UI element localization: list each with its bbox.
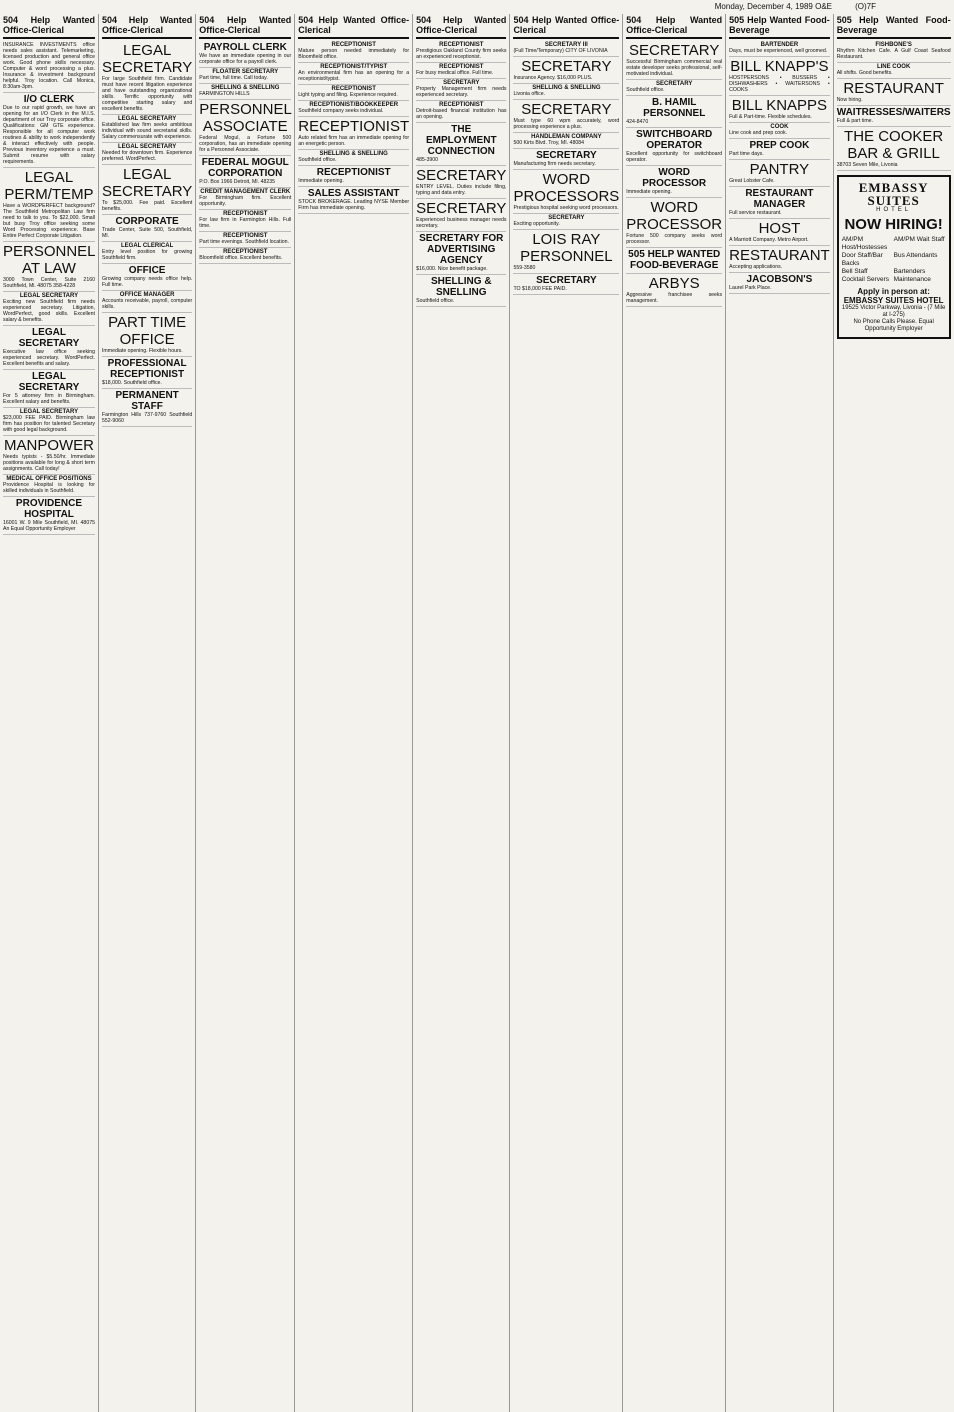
- classified-ad: [729, 273, 830, 294]
- ad-body: INSURANCE INVESTMENTS office needs sales assistant. Telemarketing, licensed production and general office work. Good phone skills necessary. Computer & word processing a plus. Insurance & investment background helpful. Troy location. Call Monica, 8:30am-3pm.: [3, 42, 95, 90]
- classified-ad: [626, 248, 722, 274]
- ad-headline: LEGAL CLERICAL: [121, 243, 174, 249]
- ad-headline: RECEPTIONIST: [223, 249, 268, 255]
- classified-ad: [729, 123, 830, 139]
- column-heading: 504 Help Wanted Office-Clerical: [513, 14, 619, 39]
- classified-column: [726, 14, 834, 1412]
- position-item: Maintenance: [893, 276, 931, 283]
- ad-headline: SHELLING & SNELLING: [431, 276, 492, 298]
- classified-ad: [3, 326, 95, 370]
- ad-body: Full & Part-time. Flexible schedules.: [729, 114, 812, 120]
- ad-headline: RECEPTIONIST: [223, 211, 268, 217]
- ad-headline: RESTAURANT MANAGER: [745, 188, 814, 210]
- classified-ad: [102, 41, 192, 115]
- ad-headline: LOIS RAY PERSONNEL: [520, 231, 613, 265]
- ad-body: For 5 attorney firm in Birmingham. Excellent salary and benefits.: [3, 393, 95, 405]
- classified-ad: [729, 139, 830, 160]
- ad-body: Southfield office.: [626, 87, 665, 93]
- ad-body: $16,000. Nice benefit package.: [416, 266, 488, 272]
- classified-ad: [513, 274, 619, 295]
- ad-body: Fortune 500 company seeks word processor.: [626, 233, 723, 245]
- ad-body: Property Management firm needs experienced secretary.: [416, 86, 507, 98]
- ad-body: We have an immediate opening in our corporate office for a payroll clerk.: [199, 53, 292, 65]
- position-item: AM/PM Host/Hostesses: [841, 236, 888, 251]
- classified-column: [623, 14, 726, 1412]
- ad-body: Great Lobster Cafe.: [729, 178, 775, 184]
- ad-body: For busy medical office. Full time.: [416, 70, 494, 76]
- classified-ad: [626, 128, 722, 166]
- ad-body: Must type 60 wpm accurately, word processing experience a plus.: [513, 118, 620, 130]
- position-item: Bell Staff: [841, 268, 868, 275]
- ad-headline: 505 HELP WANTED FOOD-BEVERAGE: [628, 249, 721, 271]
- ad-headline: SECRETARY: [521, 101, 612, 118]
- ad-headline: RECEPTIONIST: [439, 64, 484, 70]
- classified-ad: [626, 198, 722, 248]
- position-item: Door Staff/Bar Backs: [841, 252, 883, 267]
- ad-headline: PANTRY: [749, 161, 810, 178]
- ad-body: To $25,000. Fee paid. Excellent benefits.: [101, 200, 193, 212]
- ad-headline: PAYROLL CLERK: [203, 42, 287, 53]
- classified-ad: [626, 166, 722, 198]
- ad-headline: SECRETARY: [416, 167, 507, 184]
- ad-body: 500 Kirts Blvd. Troy, MI. 48084: [513, 140, 584, 146]
- classified-ad: [729, 160, 830, 187]
- ad-body: ENTRY LEVEL. Duties include filing, typing and data entry.: [416, 184, 507, 196]
- classified-ad: [199, 84, 291, 100]
- ad-headline: FLOATER SECRETARY: [212, 69, 279, 75]
- ad-body: P.O. Box 1966 Detroit, MI. 48235: [199, 179, 276, 185]
- ad-headline: BARTENDER: [760, 42, 799, 48]
- classified-ad: [513, 214, 619, 230]
- column-heading: 505 Help Wanted Food-Beverage: [729, 14, 830, 39]
- ad-body: Growing company needs office help. Full time.: [101, 276, 193, 288]
- ad-headline: LEGAL SECRETARY: [19, 293, 79, 299]
- classified-ad: [416, 41, 506, 63]
- ad-headline: MANPOWER: [3, 437, 94, 454]
- ad-body: TO $18,000 FEE PAID.: [513, 286, 567, 292]
- classified-ad: [3, 408, 95, 436]
- ad-body: Manufacturing firm needs secretary.: [513, 161, 596, 167]
- ad-headline: RECEPTIONIST/BOOKKEEPER: [309, 102, 399, 108]
- ad-body: Detroit-based financial institution has an opening.: [416, 108, 507, 120]
- ad-headline: LEGAL SECRETARY: [18, 327, 80, 349]
- classified-ad: [298, 117, 409, 150]
- classified-ad: [102, 357, 192, 389]
- classified-ad: [626, 96, 722, 128]
- ad-body: Full service restaurant.: [729, 210, 782, 216]
- ad-body: Part time days.: [729, 151, 764, 157]
- ad-body: Entry level position for growing Southfield firm.: [101, 249, 193, 261]
- ad-headline: MEDICAL OFFICE POSITIONS: [6, 476, 92, 482]
- ad-headline: SECRETARY: [416, 200, 507, 217]
- classified-ad: [102, 242, 192, 264]
- classified-ad: [626, 41, 722, 80]
- ad-body: Exciting opportunity.: [513, 221, 560, 227]
- ad-body: Prestigious Oakland County firm seeks an experienced receptionist.: [416, 48, 507, 60]
- classified-ad: [513, 149, 619, 170]
- ad-body: Bloomfield office. Excellent benefits.: [199, 255, 283, 261]
- ad-headline: SWITCHBOARD OPERATOR: [636, 129, 713, 151]
- ad-headline: RECEPTIONIST: [439, 102, 484, 108]
- ad-headline: JACOBSON'S: [746, 274, 813, 285]
- ad-headline: CORPORATE: [115, 216, 179, 227]
- classified-ad: [729, 246, 830, 273]
- ad-body: Light typing and filing. Experience required.: [298, 92, 398, 98]
- ad-headline: PERMANENT STAFF: [115, 390, 179, 412]
- classified-ad: [102, 165, 192, 215]
- ad-headline: RECEPTIONIST: [223, 233, 268, 239]
- ad-body: Providence Hospital is looking for skilled individuals in Southfield.: [3, 482, 95, 494]
- ad-headline: FEDERAL MOGUL CORPORATION: [201, 157, 289, 179]
- ad-headline: SECRETARY: [629, 42, 720, 59]
- ad-headline: HOST: [758, 220, 801, 237]
- column-heading: 504 Help Wanted Office-Clerical: [3, 14, 95, 39]
- classified-ad: [199, 156, 291, 188]
- ad-headline: SECRETARY III: [544, 42, 588, 48]
- classified-ad: [199, 68, 291, 84]
- ad-body: Mature person needed immediately for Bloomfield office.: [298, 48, 410, 60]
- classified-ad: [416, 199, 506, 232]
- classified-column: [834, 14, 954, 1412]
- ad-headline: PART TIME OFFICE: [108, 314, 187, 348]
- ad-headline: FISHBONE'S: [875, 42, 912, 48]
- ad-headline: RESTAURANT: [843, 80, 944, 97]
- classified-ad: [416, 166, 506, 199]
- classified-ad: [3, 168, 95, 242]
- classified-column: [295, 14, 413, 1412]
- ad-body: For Birmingham firm. Excellent opportunity.: [199, 195, 292, 207]
- position-item: AM/PM Wait Staff: [893, 236, 945, 243]
- classified-ad: [298, 150, 409, 166]
- ad-headline: ARBYS: [648, 275, 700, 292]
- classified-ad: [199, 232, 291, 248]
- classified-ad: [298, 101, 409, 117]
- ad-body: Insurance Agency. $16,000 PLUS.: [513, 75, 593, 81]
- ad-headline: LEGAL SECRETARY: [118, 144, 177, 150]
- ad-body: Southfield office.: [416, 298, 455, 304]
- classified-ad: [3, 292, 95, 326]
- classified-ad: [416, 101, 506, 123]
- ad-body: Immediate opening.: [626, 189, 672, 195]
- ad-headline: RECEPTIONIST: [331, 42, 376, 48]
- ad-headline: SHELLING & SNELLING: [319, 151, 388, 157]
- ad-body: Needs typists - $5.50/hr. Immediate positions available for long & short term assignments. Call today!: [3, 454, 95, 472]
- column-heading: 505 Help Wanted Food-Beverage: [837, 14, 951, 39]
- classified-ad: [513, 230, 619, 274]
- ad-headline: THE COOKER BAR & GRILL: [844, 128, 944, 162]
- ad-headline: PROVIDENCE HOSPITAL: [15, 498, 83, 520]
- classified-ad: [3, 475, 95, 497]
- ad-body: Due to our rapid growth, we have an opening for an I/O Clerk in the M.I.S. department of our Troy corporate office. Qualifications: GM GTE experience. Responsible for all computer work routines & ability to work independently & interact effectively with people. Previous inventory experience a must. Submit resume with salary requirements.: [3, 105, 95, 165]
- ad-body: FARMINGTON HILLS: [199, 91, 250, 97]
- ad-body: Laurel Park Place.: [729, 285, 772, 291]
- ad-body: Immediate opening. Flexible hours.: [101, 348, 183, 354]
- classified-column: [99, 14, 196, 1412]
- ad-headline: LEGAL SECRETARY: [101, 166, 193, 200]
- classified-ad: [102, 313, 192, 357]
- classified-ad: [102, 143, 192, 165]
- ad-headline: SECRETARY FOR ADVERTISING AGENCY: [419, 233, 504, 266]
- classified-ad: [102, 264, 192, 291]
- classified-ad: [513, 170, 619, 214]
- ad-body: Executive law office seeking experienced secretary. WordPerfect. Excellent benefits and salary.: [3, 349, 95, 367]
- ad-body: Exciting new Southfield firm needs experienced secretary. Litigation, WordPerfect, good skills. Excellent salary & benefits.: [3, 299, 95, 323]
- ad-body: Have a WORDPERFECT background? The Southfield Metropolitan Law firm need to talk to you. To $22,000. Small but busy Troy office seeking some Word Processing experience. Base Entire Perfect Corporate Litigation.: [3, 203, 95, 239]
- classified-ad: [513, 100, 619, 133]
- classified-column: [0, 14, 99, 1412]
- classified-ad: [298, 85, 409, 101]
- ad-headline: BILL KNAPP'S: [730, 58, 829, 75]
- page-header: [0, 0, 884, 14]
- classified-ad: [102, 115, 192, 143]
- classified-ad: [729, 96, 830, 123]
- ad-headline: LEGAL SECRETARY: [118, 116, 177, 122]
- ad-body: Southfield office.: [298, 157, 337, 163]
- classified-ad: [298, 187, 409, 214]
- ad-headline: RECEPTIONIST: [439, 42, 484, 48]
- classified-ad: [837, 127, 951, 171]
- note-line: No Phone Calls Please. Equal Opportunity Employer: [853, 319, 934, 332]
- ad-body: 485-3900: [416, 157, 439, 163]
- column-heading: 504 Help Wanted Office-Clerical: [626, 14, 722, 39]
- ad-body: Days, must be experienced, well groomed.: [729, 48, 828, 54]
- ad-body: Established law firm seeks ambitious individual with sound secretarial skills. Salary commensurate with experience.: [101, 122, 193, 140]
- ad-headline: LEGAL SECRETARY: [19, 409, 79, 415]
- ad-headline: PREP COOK: [749, 140, 810, 151]
- classified-ad: [102, 389, 192, 427]
- ad-headline: I/O CLERK: [23, 94, 75, 105]
- now-hiring-title: NOW HIRING!: [844, 216, 943, 233]
- ad-headline: SALES ASSISTANT: [307, 188, 400, 199]
- ad-body: $23,000 FEE PAID. Birmingham law firm has position for talented Secretary with good legal background.: [3, 415, 95, 433]
- classified-ad: [729, 219, 830, 246]
- classified-ad: [416, 79, 506, 101]
- ad-headline: SECRETARY: [521, 58, 612, 75]
- address-line: 19525 Victor Parkway, Livonia - (7 Mile at I-275): [841, 305, 946, 318]
- ad-body: Full & part time.: [836, 118, 874, 124]
- position-item: Cocktail Servers: [841, 276, 890, 283]
- classified-column: [510, 14, 623, 1412]
- ad-headline: OFFICE MANAGER: [119, 292, 175, 298]
- ad-headline: WORD PROCESSORS: [513, 171, 620, 205]
- ad-headline: RECEPTIONIST: [298, 118, 410, 135]
- ad-body: Southfield company seeks individual.: [298, 108, 384, 114]
- classified-ad: [416, 232, 506, 275]
- column-heading: 504 Help Wanted Office-Clerical: [298, 14, 409, 39]
- classified-ad: [837, 63, 951, 79]
- ad-body: Accepting applications.: [729, 264, 783, 270]
- ad-body: For law firm in Farmington Hills. Full time.: [199, 217, 292, 229]
- ad-headline: PROFESSIONAL RECEPTIONIST: [107, 358, 187, 380]
- ad-headline: COOK: [770, 124, 789, 130]
- classified-ad: [3, 497, 95, 535]
- ad-headline: SECRETARY: [656, 81, 693, 87]
- ad-headline: WORD PROCESSOR: [642, 167, 707, 189]
- ad-body: Successful Birmingham commercial real estate developer seeks professional, self-motivated individual.: [626, 59, 723, 77]
- ad-body: (Full Time/Temporary) CITY OF LIVONIA: [513, 48, 608, 54]
- ad-headline: WAITRESSES/WAITERS: [836, 107, 951, 118]
- ad-body: Line cook and prep cook.: [729, 130, 788, 136]
- ad-body: Experienced business manager needs secretary.: [416, 217, 507, 229]
- classified-ad: [3, 436, 95, 475]
- ad-body: A Marriott Company. Metro Airport.: [729, 237, 809, 243]
- classified-columns: [0, 14, 951, 1412]
- classified-ad: [102, 215, 192, 242]
- ad-headline: PERSONNEL AT LAW: [3, 243, 96, 277]
- ad-headline: LINE COOK: [876, 64, 911, 70]
- ad-headline: SECRETARY: [536, 150, 597, 161]
- classified-ad: [729, 41, 830, 57]
- classified-ad: [513, 41, 619, 57]
- classified-ad: [298, 63, 409, 85]
- ad-body: Needed for downtown firm. Experience preferred. WordPerfect.: [101, 150, 193, 162]
- embassy-brand: EMBASSY SUITES: [858, 180, 929, 208]
- ad-headline: OFFICE: [128, 265, 166, 276]
- page-date: Monday, December 4, 1989 O&E: [714, 2, 832, 11]
- ad-body: 3000 Town Center, Suite 2160 Southfield, Mi. 48075 358-4228: [3, 277, 95, 289]
- ad-headline: RESTAURANT: [729, 247, 830, 264]
- ad-body: Accounts receivable, payroll, computer skills.: [101, 298, 193, 310]
- ad-headline: SHELLING & SNELLING: [532, 85, 601, 91]
- ad-headline: RECEPTIONIST: [316, 167, 391, 178]
- ad-body: Immediate opening.: [298, 178, 344, 184]
- classified-ad: [729, 187, 830, 219]
- ad-body: $18,000. Southfield office.: [101, 380, 162, 386]
- classified-column: [413, 14, 510, 1412]
- ad-body: Aggressive franchisee seeks management.: [626, 292, 723, 304]
- classified-ad: [513, 84, 619, 100]
- classified-ad: [626, 80, 722, 96]
- ad-body: Farmington Hills 737-9760 Southfield 552-9060: [101, 412, 193, 424]
- classified-ad: [626, 274, 722, 307]
- classified-ad: [102, 291, 192, 313]
- ad-headline: B. HAMIL PERSONNEL: [643, 97, 706, 119]
- ad-body: Now hiring.: [836, 97, 863, 103]
- classified-ad: [3, 41, 95, 93]
- classified-ad: [837, 106, 951, 127]
- classified-ad: [3, 93, 95, 168]
- ad-headline: SECRETARY: [443, 80, 480, 86]
- classified-ad: [298, 166, 409, 187]
- column-heading: 504 Help Wanted Office-Clerical: [102, 14, 192, 39]
- ad-body: Part time, full time. Call today.: [199, 75, 268, 81]
- classified-ad: [199, 210, 291, 232]
- ad-body: Federal Mogul, a Fortune 500 corporation, has an immediate opening for a Personnel Associate.: [199, 135, 292, 153]
- ad-body: Part time evenings. Southfield location.: [199, 239, 289, 245]
- classified-ad: [199, 41, 291, 68]
- ad-headline: RECEPTIONIST/TYPIST: [320, 64, 388, 70]
- ad-headline: LEGAL SECRETARY: [18, 371, 80, 393]
- classified-ad: [3, 370, 95, 408]
- ad-body: HOSTPERSONS • BUSSERS • DISHWASHERS • WAITERSONS • COOKS: [729, 75, 830, 93]
- ad-headline: CREDIT MANAGEMENT CLERK: [200, 189, 291, 195]
- ad-headline: LEGAL SECRETARY: [101, 42, 193, 76]
- ad-headline: WORD PROCESSOR: [626, 199, 723, 233]
- ad-body: For large Southfield firm. Candidate must have recent litigation experience and have outstanding organizational skills. Terrific opportunity with competitive starting salary and excellent benefits.: [101, 76, 193, 112]
- classified-ad: [513, 57, 619, 84]
- classified-ad: [837, 41, 951, 63]
- apply-line: Apply in person at: EMBASSY SUITES HOTEL: [843, 287, 944, 305]
- ad-body: All shifts. Good benefits.: [836, 70, 893, 76]
- page-number: (O)7F: [855, 2, 876, 11]
- embassy-suites-ad: [837, 175, 951, 339]
- ad-headline: HANDLEMAN COMPANY: [531, 134, 602, 140]
- classified-ad: [416, 275, 506, 307]
- embassy-sub: HOTEL: [876, 207, 912, 213]
- classified-ad: [416, 63, 506, 79]
- ad-body: 38703 Seven Mile, Livonia: [836, 162, 898, 168]
- classified-ad: [199, 100, 291, 156]
- column-heading: 504 Help Wanted Office-Clerical: [199, 14, 291, 39]
- ad-body: Excellent opportunity for switchboard operator.: [626, 151, 723, 163]
- column-heading: 504 Help Wanted Office-Clerical: [416, 14, 506, 39]
- ad-body: Trade Center, Suite 500, Southfield, MI.: [101, 227, 193, 239]
- ad-headline: RECEPTIONIST: [331, 86, 376, 92]
- ad-headline: PERSONNEL ASSOCIATE: [199, 101, 292, 135]
- position-list: [842, 236, 946, 284]
- classified-ad: [416, 123, 506, 166]
- ad-body: An environmental firm has an opening for a receptionist/typist.: [298, 70, 410, 82]
- ad-headline: SHELLING & SNELLING: [211, 85, 280, 91]
- ad-body: 559-3580: [513, 265, 536, 271]
- ad-headline: SECRETARY: [548, 215, 585, 221]
- classified-ad: [729, 57, 830, 96]
- ad-headline: SECRETARY: [536, 275, 597, 286]
- position-item: Bartenders: [893, 268, 926, 275]
- ad-body: Prestigious hospital seeking word processors.: [513, 205, 619, 211]
- position-item: Bus Attendants: [893, 252, 938, 259]
- classified-ad: [298, 41, 409, 63]
- classified-column: [196, 14, 295, 1412]
- ad-headline: BILL KNAPPS: [731, 97, 828, 114]
- ad-body: STOCK BROKERAGE. Leading NYSE Member Firm has immediate opening.: [298, 199, 410, 211]
- classified-ad: [837, 79, 951, 106]
- ad-body: 16001 W. 9 Mile Southfield, MI. 48075 An Equal Opportunity Employer: [3, 520, 95, 532]
- ad-body: Rhythm Kitchen Cafe. A Gulf Coast Seafood Restaurant.: [836, 48, 951, 60]
- classified-ad: [513, 133, 619, 149]
- classified-ad: [199, 248, 291, 264]
- ad-body: Livonia office.: [513, 91, 546, 97]
- classified-ad: [199, 188, 291, 210]
- ad-body: Auto related firm has an immediate opening for an energetic person.: [298, 135, 410, 147]
- ad-headline: LEGAL PERM/TEMP: [4, 169, 94, 203]
- ad-body: 424-8470: [626, 119, 649, 125]
- classified-ad: [3, 242, 95, 292]
- ad-headline: THE EMPLOYMENT CONNECTION: [426, 124, 497, 157]
